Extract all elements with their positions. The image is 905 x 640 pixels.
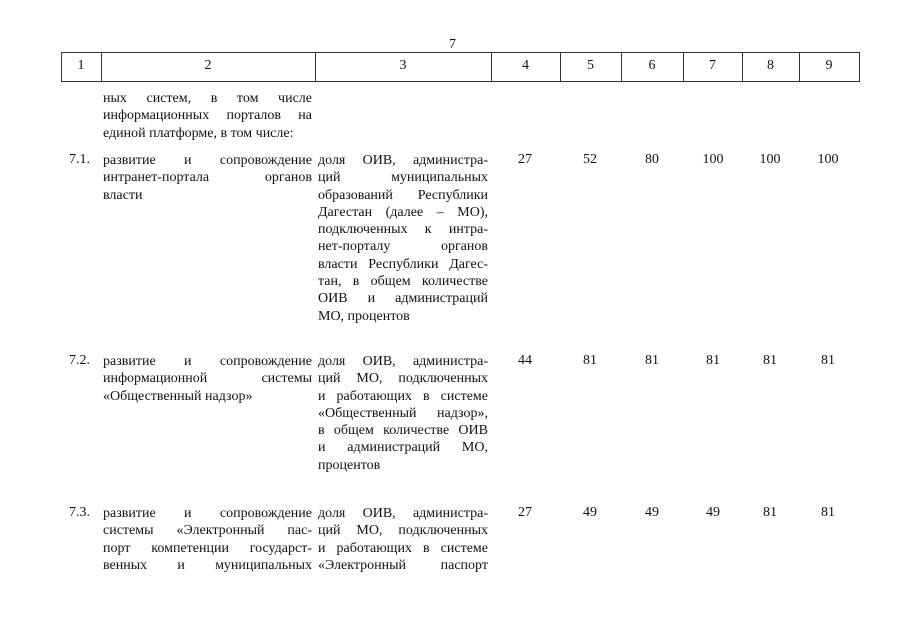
indicator-text	[318, 152, 488, 325]
header-top-rule	[61, 52, 860, 53]
item-name-line: власти	[103, 187, 143, 203]
value-cell: 49	[706, 505, 720, 520]
item-name-line: венных и муниципальных	[103, 557, 312, 573]
intro-line: ных систем, в том числе	[103, 91, 312, 106]
indicator-line: и администраций МО,	[318, 440, 488, 456]
value-cell: 49	[583, 505, 597, 520]
indicator-line: подключенных к интра-	[318, 222, 488, 238]
column-header: 6	[648, 58, 656, 73]
column-header: 3	[399, 58, 407, 73]
intro-text	[103, 90, 312, 142]
indicator-line: ций муниципальных	[318, 170, 488, 186]
value-cell: 44	[518, 353, 532, 368]
column-header: 4	[522, 58, 529, 73]
indicator-line: нет-порталу органов	[318, 239, 488, 255]
value-cell: 81	[763, 505, 777, 520]
value-cell: 81	[821, 505, 835, 520]
item-name	[103, 505, 312, 574]
indicator-line: ций МО, подключенных	[318, 523, 488, 539]
indicator-line: ций МО, подключенных	[318, 371, 488, 387]
value-cell: 100	[817, 152, 839, 167]
intro-line: единой платформе, в том числе:	[103, 125, 294, 141]
column-header: 1	[77, 58, 85, 73]
indicator-line: процентов	[318, 457, 381, 473]
indicator-line: доля ОИВ, администра-	[318, 153, 488, 168]
intro-line: информационных порталов на	[103, 108, 312, 124]
indicator-text	[318, 353, 488, 474]
value-cell: 27	[518, 152, 532, 167]
indicator-line: власти Республики Дагес-	[318, 256, 488, 272]
item-name-line: системы «Электронный пас-	[103, 523, 312, 539]
page-number: 7	[449, 37, 456, 52]
item-name-line: развитие и сопровождение	[103, 506, 312, 521]
indicator-line: доля ОИВ, администра-	[318, 354, 488, 369]
column-header: 5	[587, 58, 594, 73]
column-header: 7	[709, 58, 716, 73]
indicator-line: «Электронный паспорт	[318, 557, 488, 573]
item-name-line: порт компетенции государст-	[103, 540, 312, 556]
value-cell: 80	[645, 152, 659, 167]
item-name	[103, 353, 312, 405]
value-cell: 100	[759, 152, 781, 167]
indicator-line: ОИВ и администраций	[318, 291, 488, 307]
value-cell: 52	[583, 152, 597, 167]
column-divider	[859, 52, 860, 82]
item-name-line: развитие и сопровождение	[103, 153, 312, 168]
value-cell: 81	[706, 353, 720, 368]
item-name-line: информационной системы	[103, 371, 312, 387]
indicator-line: Дагестан (далее – МО),	[318, 204, 488, 220]
value-cell: 100	[702, 152, 724, 167]
indicator-line: и работающих в системе	[318, 388, 488, 404]
item-name-line: интранет-портала органов	[103, 170, 312, 186]
indicator-line: и работающих в системе	[318, 540, 488, 556]
column-header: 8	[767, 58, 774, 73]
value-cell: 81	[763, 353, 777, 368]
column-header: 2	[204, 58, 212, 73]
header-bottom-rule	[61, 81, 860, 82]
indicator-text	[318, 505, 488, 574]
indicator-line: в общем количестве ОИВ	[318, 423, 488, 439]
value-cell: 27	[518, 505, 532, 520]
row-number: 7.3.	[69, 505, 90, 520]
indicator-line: тан, в общем количестве	[318, 274, 488, 290]
indicator-line: «Общественный надзор»,	[318, 405, 488, 421]
item-name-line: «Общественный надзор»	[103, 388, 253, 404]
row-number: 7.2.	[69, 353, 90, 368]
value-cell: 49	[645, 505, 659, 520]
item-name	[103, 152, 312, 204]
row-number: 7.1.	[69, 152, 90, 167]
value-cell: 81	[583, 353, 597, 368]
indicator-line: образований Республики	[318, 187, 488, 203]
value-cell: 81	[645, 353, 659, 368]
indicator-line: доля ОИВ, администра-	[318, 506, 488, 521]
item-name-line: развитие и сопровождение	[103, 354, 312, 369]
value-cell: 81	[821, 353, 835, 368]
column-header: 9	[825, 58, 833, 73]
indicator-line: МО, процентов	[318, 308, 410, 324]
